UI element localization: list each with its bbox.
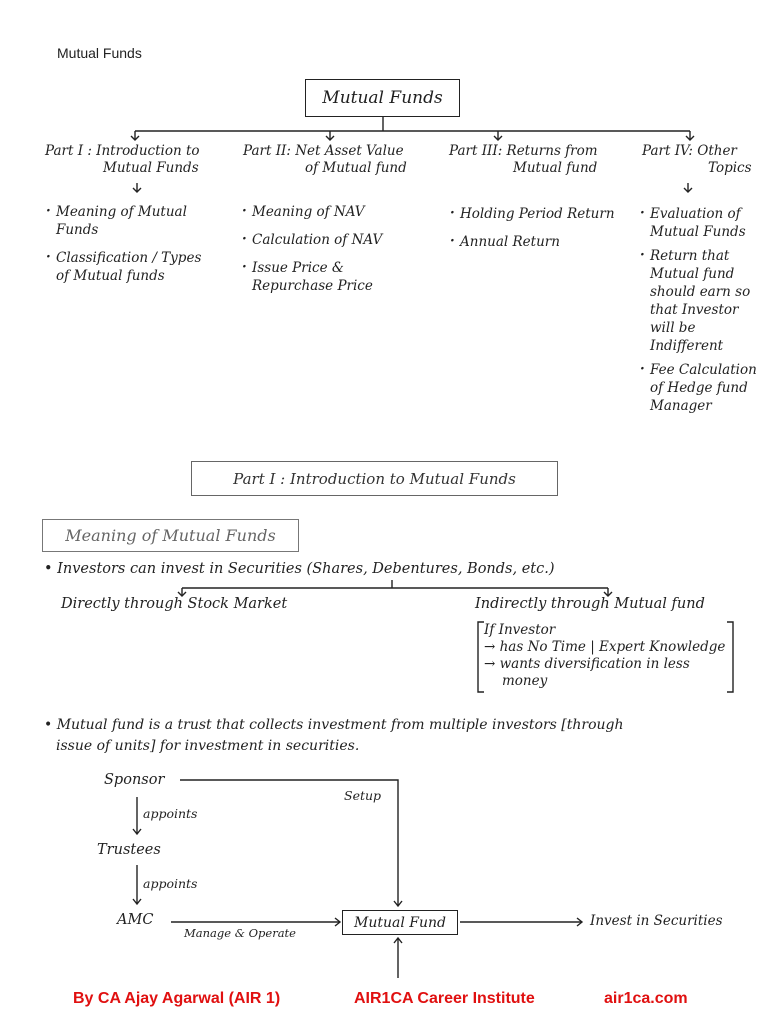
part-2-heading-line2: of Mutual fund — [305, 160, 407, 176]
list-item: · Return that Mutual fund should earn so that Investor will be Indifferent — [640, 247, 760, 355]
footer-author: By CA Ajay Agarwal (AIR 1) — [73, 990, 281, 1007]
condition-line: If Investor — [484, 622, 556, 638]
part-2-list — [242, 203, 402, 305]
part-4-heading-line1: Part IV: Other — [642, 143, 737, 159]
definition-line-1: • Mutual fund is a trust that collects investment from multiple investors [through — [44, 717, 624, 733]
sponsor-node: Sponsor — [104, 772, 165, 788]
condition-line: → wants diversification in less — [484, 656, 690, 672]
list-item: · Evaluation of Mutual Funds — [640, 205, 760, 241]
footer-website[interactable]: air1ca.com — [604, 990, 688, 1007]
section-title-box: Part I : Introduction to Mutual Funds — [191, 461, 558, 496]
part-2-heading-line1: Part II: Net Asset Value — [243, 143, 404, 159]
part-1-heading-line1: Part I : Introduction to — [45, 143, 200, 159]
investor-conditions — [484, 622, 725, 690]
list-item: · Calculation of NAV — [242, 231, 402, 249]
list-item: · Meaning of Mutual Funds — [46, 203, 216, 239]
list-item: · Issue Price & Repurchase Price — [242, 259, 402, 295]
list-item: · Holding Period Return — [450, 205, 630, 223]
investors-statement: • Investors can invest in Securities (Shares, Debentures, Bonds, etc.) — [44, 561, 555, 577]
part-3-heading-line2: Mutual fund — [513, 160, 598, 176]
condition-line: money — [502, 673, 548, 689]
root-box: Mutual Funds — [305, 79, 460, 117]
list-item: · Classification / Types of Mutual funds — [46, 249, 216, 285]
subsection-title-box: Meaning of Mutual Funds — [42, 519, 299, 552]
amc-node: AMC — [117, 912, 154, 928]
setup-label: Setup — [344, 788, 382, 803]
indirect-route: Indirectly through Mutual fund — [475, 596, 705, 612]
part-1-heading — [45, 143, 235, 177]
definition-line-2: issue of units] for investment in securities. — [56, 738, 360, 754]
part-4-list — [640, 205, 760, 421]
part-4-heading — [642, 143, 762, 177]
manage-label: Manage & Operate — [184, 926, 296, 940]
part-3-heading — [449, 143, 629, 177]
part-2-heading — [243, 143, 443, 177]
list-item: · Annual Return — [450, 233, 630, 251]
part-3-heading-line1: Part III: Returns from — [449, 143, 598, 159]
part-3-list — [450, 205, 630, 261]
invest-node: Invest in Securities — [590, 913, 723, 929]
trustees-node: Trustees — [97, 842, 161, 858]
part-4-heading-line2: Topics — [708, 160, 752, 176]
footer-institute: AIR1CA Career Institute — [354, 990, 535, 1007]
condition-line: → has No Time | Expert Knowledge — [484, 639, 726, 655]
part-1-list — [46, 203, 216, 295]
appoints-label-1: appoints — [143, 806, 198, 821]
doc-title: Mutual Funds — [57, 45, 142, 61]
list-item: · Fee Calculation of Hedge fund Manager — [640, 361, 760, 415]
mutual-fund-node: Mutual Fund — [342, 910, 458, 935]
part-1-heading-line2: Mutual Funds — [103, 160, 199, 176]
list-item: · Meaning of NAV — [242, 203, 402, 221]
direct-route: Directly through Stock Market — [61, 596, 288, 612]
appoints-label-2: appoints — [143, 876, 198, 891]
